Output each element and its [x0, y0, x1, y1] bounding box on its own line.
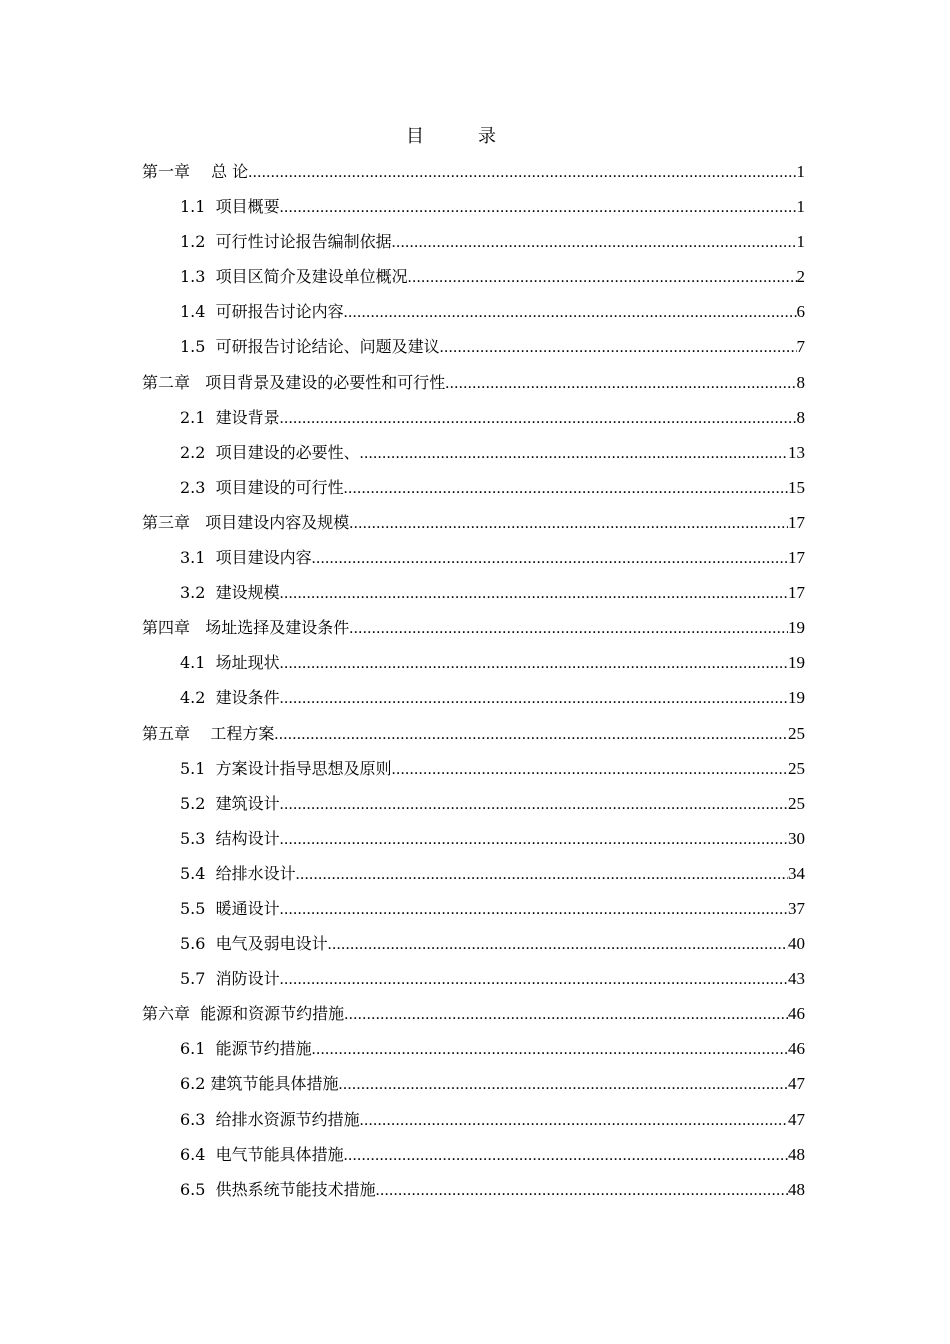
toc-label: 5.4 给排水设计	[180, 863, 296, 883]
toc-page-number: 48	[788, 1179, 805, 1199]
toc-page-number: 6	[796, 302, 805, 322]
toc-section-5-6[interactable]	[142, 926, 805, 961]
toc-page-number: 46	[788, 1039, 805, 1059]
toc-page-number: 1	[796, 162, 805, 181]
toc-label: 3.1 项目建设内容	[180, 548, 312, 568]
toc-list	[142, 154, 805, 1207]
toc-section-1-5[interactable]	[142, 329, 805, 364]
toc-section-4-2[interactable]	[142, 680, 805, 715]
toc-leader	[296, 857, 788, 892]
toc-label: 第二章 项目背景及建设的必要性和可行性	[142, 372, 446, 392]
toc-label: 5.7 消防设计	[180, 969, 280, 989]
toc-section-5-1[interactable]	[142, 751, 805, 786]
toc-label: 第五章 工程方案	[142, 723, 275, 743]
toc-leader	[344, 997, 788, 1032]
toc-page-number: 25	[788, 758, 805, 778]
toc-label: 6.2 建筑节能具体措施	[180, 1074, 339, 1094]
toc-section-1-1[interactable]	[142, 189, 805, 224]
toc-page-number: 46	[788, 1004, 805, 1024]
toc-leader	[339, 1067, 788, 1102]
toc-label: 1.2 可行性讨论报告编制依据	[180, 232, 392, 252]
toc-label: 1.4 可研报告讨论内容	[180, 302, 344, 322]
toc-leader	[360, 1103, 788, 1138]
toc-label: 5.2 建筑设计	[180, 793, 280, 813]
toc-leader	[445, 366, 796, 401]
toc-leader	[280, 787, 788, 822]
toc-section-2-2[interactable]	[142, 435, 805, 470]
toc-section-3-1[interactable]	[142, 540, 805, 575]
toc-leader	[312, 541, 788, 576]
toc-chapter-1[interactable]	[142, 154, 805, 189]
toc-chapter-4[interactable]	[142, 610, 805, 645]
toc-page-number: 47	[788, 1109, 805, 1129]
toc-section-5-4[interactable]	[142, 856, 805, 891]
toc-leader	[312, 1032, 788, 1067]
toc-leader	[280, 962, 788, 997]
toc-leader	[392, 225, 797, 260]
toc-label: 1.3 项目区简介及建设单位概况	[180, 267, 408, 287]
toc-label: 6.3 给排水资源节约措施	[180, 1109, 360, 1129]
toc-page-number: 7	[796, 337, 805, 357]
toc-section-6-4[interactable]	[142, 1137, 805, 1172]
toc-leader	[280, 892, 788, 927]
toc-leader	[280, 822, 788, 857]
toc-leader	[344, 1138, 788, 1173]
toc-page-number: 8	[796, 372, 805, 392]
toc-page-number: 17	[788, 512, 805, 532]
toc-leader	[328, 927, 788, 962]
toc-page-number: 19	[788, 688, 805, 708]
toc-section-5-3[interactable]	[142, 821, 805, 856]
toc-page-number: 17	[788, 583, 805, 603]
toc-section-1-4[interactable]	[142, 294, 805, 329]
toc-label: 4.2 建设条件	[180, 688, 280, 708]
toc-label: 2.1 建设背景	[180, 407, 280, 427]
toc-leader	[248, 155, 796, 190]
toc-label: 4.1 场址现状	[180, 653, 280, 673]
toc-page-number: 43	[788, 969, 805, 989]
toc-section-6-1[interactable]	[142, 1031, 805, 1066]
toc-section-2-1[interactable]	[142, 400, 805, 435]
toc-section-1-3[interactable]	[142, 259, 805, 294]
toc-section-6-5[interactable]	[142, 1172, 805, 1207]
toc-section-5-2[interactable]	[142, 786, 805, 821]
toc-label: 第四章 场址选择及建设条件	[142, 618, 350, 638]
toc-section-6-3[interactable]	[142, 1102, 805, 1137]
toc-leader	[274, 717, 788, 752]
toc-label: 6.4 电气节能具体措施	[180, 1144, 344, 1164]
toc-label: 5.1 方案设计指导思想及原则	[180, 758, 392, 778]
toc-label: 5.5 暖通设计	[180, 898, 280, 918]
toc-leader	[392, 752, 788, 787]
toc-page-number: 34	[788, 863, 805, 883]
toc-label: 1.5 可研报告讨论结论、问题及建议	[180, 337, 440, 357]
toc-page-number: 17	[788, 548, 805, 568]
toc-page-number: 30	[788, 828, 805, 848]
toc-section-3-2[interactable]	[142, 575, 805, 610]
toc-leader	[349, 611, 788, 646]
toc-title: 目 录	[406, 126, 514, 147]
toc-leader	[408, 260, 797, 295]
toc-leader	[360, 436, 788, 471]
toc-section-4-1[interactable]	[142, 645, 805, 680]
toc-page-number: 19	[788, 618, 805, 638]
toc-section-6-2[interactable]	[142, 1066, 805, 1101]
toc-chapter-2[interactable]	[142, 365, 805, 400]
toc-leader	[349, 506, 788, 541]
toc-section-1-2[interactable]	[142, 224, 805, 259]
toc-leader	[280, 190, 797, 225]
toc-leader	[280, 576, 788, 611]
toc-leader	[280, 401, 797, 436]
toc-leader	[440, 330, 797, 365]
toc-page-number: 8	[796, 407, 805, 427]
toc-leader	[280, 681, 788, 716]
toc-leader	[344, 295, 797, 330]
toc-page-number: 15	[788, 477, 805, 497]
toc-page-number: 48	[788, 1144, 805, 1164]
toc-page-number: 1	[796, 197, 805, 217]
toc-label: 2.3 项目建设的可行性	[180, 477, 344, 497]
toc-page-number: 13	[788, 442, 805, 462]
toc-page-number: 1	[796, 232, 805, 252]
toc-label: 6.1 能源节约措施	[180, 1039, 312, 1059]
toc-label: 3.2 建设规模	[180, 583, 280, 603]
toc-label: 1.1 项目概要	[180, 197, 280, 217]
toc-page-number: 40	[788, 934, 805, 954]
toc-label: 6.5 供热系统节能技术措施	[180, 1179, 376, 1199]
toc-leader	[376, 1173, 788, 1208]
toc-leader	[280, 646, 788, 681]
toc-label: 2.2 项目建设的必要性、	[180, 442, 360, 462]
toc-page-number: 25	[788, 793, 805, 813]
toc-chapter-3[interactable]	[142, 505, 805, 540]
toc-section-5-7[interactable]	[142, 961, 805, 996]
toc-page-number: 47	[788, 1074, 805, 1094]
toc-page-number: 37	[788, 898, 805, 918]
toc-page-number: 2	[796, 267, 805, 287]
toc-label: 5.3 结构设计	[180, 828, 280, 848]
toc-page-number: 25	[788, 723, 805, 743]
toc-label: 第一章 总 论	[142, 162, 249, 181]
toc-page-number: 19	[788, 653, 805, 673]
toc-chapter-6[interactable]	[142, 996, 805, 1031]
toc-section-2-3[interactable]	[142, 470, 805, 505]
toc-chapter-5[interactable]	[142, 716, 805, 751]
toc-section-5-5[interactable]	[142, 891, 805, 926]
toc-label: 5.6 电气及弱电设计	[180, 934, 328, 954]
toc-leader	[344, 471, 788, 506]
toc-label: 第六章 能源和资源节约措施	[142, 1004, 345, 1024]
toc-label: 第三章 项目建设内容及规模	[142, 512, 350, 532]
